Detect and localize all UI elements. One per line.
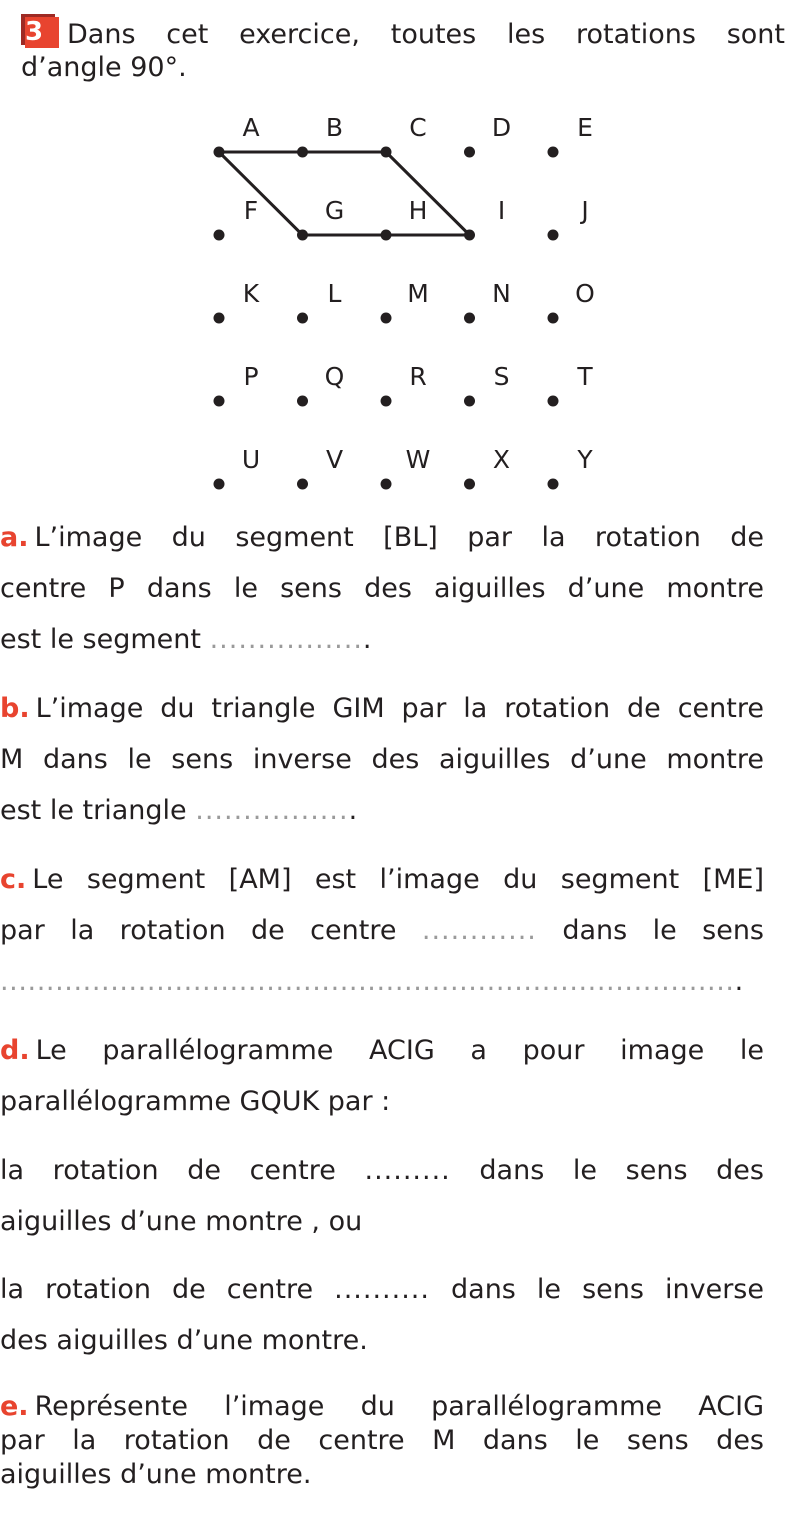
- question-b-line3: est le triangle: [0, 795, 187, 826]
- question-a-end: .: [362, 624, 372, 655]
- question-e-line1: Représente l’image du parallélogramme ACIG: [34, 1391, 764, 1422]
- answer-blank-d1[interactable]: .........: [364, 1155, 451, 1186]
- grid-point-Q: [297, 396, 308, 407]
- grid-label-F: F: [243, 196, 259, 225]
- grid-label-L: L: [327, 279, 342, 308]
- question-a-line2: centre P dans le sens des aiguilles d’une montre: [0, 573, 764, 604]
- grid-point-V: [297, 479, 308, 490]
- question-d-label: d.: [0, 1035, 30, 1066]
- grid-point-T: [548, 396, 559, 407]
- question-a-line1: L’image du segment [BL] par la rotation de: [34, 522, 764, 553]
- question-a-line3: est le segment: [0, 624, 201, 655]
- option1-line1b: dans le sens des: [479, 1155, 764, 1186]
- grid-label-C: C: [409, 113, 427, 142]
- grid-label-B: B: [325, 113, 344, 142]
- answer-blank-b[interactable]: ................: [195, 795, 349, 826]
- question-c-line2a: par la rotation de centre: [0, 915, 397, 946]
- grid-label-D: D: [491, 113, 512, 142]
- grid-point-D: [464, 147, 475, 158]
- question-c-line1: Le segment [AM] est l’image du segment [ME]: [32, 864, 764, 895]
- grid-point-H: [381, 230, 392, 241]
- intro-text-2: d’angle 90°.: [21, 52, 187, 83]
- point-grid-figure: [0, 0, 803, 510]
- grid-point-P: [214, 396, 225, 407]
- grid-label-I: I: [497, 196, 506, 225]
- grid-point-W: [381, 479, 392, 490]
- question-c-end: .: [734, 966, 744, 997]
- answer-blank-a[interactable]: ................: [209, 624, 363, 655]
- question-a: [0, 512, 764, 665]
- question-e-line2: par la rotation de centre M dans le sens des: [0, 1425, 764, 1456]
- option2-line2: des aiguilles d’une montre.: [0, 1325, 368, 1356]
- grid-label-X: X: [492, 445, 511, 474]
- option2-line1b: dans le sens inverse: [451, 1274, 764, 1305]
- question-b-end: .: [348, 795, 358, 826]
- grid-label-J: J: [581, 196, 589, 225]
- grid-point-R: [381, 396, 392, 407]
- grid-point-O: [548, 313, 559, 324]
- grid-point-G: [297, 230, 308, 241]
- grid-label-R: R: [409, 362, 427, 391]
- exercise-number: 3: [25, 17, 59, 48]
- grid-label-H: H: [408, 196, 428, 225]
- question-c-line2b: dans le sens: [562, 915, 764, 946]
- grid-label-Y: Y: [577, 445, 593, 474]
- grid-label-P: P: [243, 362, 259, 391]
- question-b-line1: L’image du triangle GIM par la rotation de centre: [35, 693, 764, 724]
- option2-line1a: la rotation de centre: [0, 1274, 314, 1305]
- question-b-label: b.: [0, 693, 30, 724]
- grid-point-L: [297, 313, 308, 324]
- question-b-line2: M dans le sens inverse des aiguilles d’une montre: [0, 744, 764, 775]
- grid-point-U: [214, 479, 225, 490]
- grid-point-X: [464, 479, 475, 490]
- grid-label-O: O: [575, 279, 595, 308]
- question-e-label: e.: [0, 1391, 29, 1422]
- grid-label-W: W: [405, 445, 431, 474]
- grid-point-I: [464, 230, 475, 241]
- option1-line1a: la rotation de centre: [0, 1155, 336, 1186]
- grid-point-N: [464, 313, 475, 324]
- grid-label-A: A: [242, 113, 260, 142]
- grid-point-A: [214, 147, 225, 158]
- grid-labels: [242, 113, 595, 474]
- grid-point-B: [297, 147, 308, 158]
- grid-label-N: N: [492, 279, 511, 308]
- grid-point-F: [214, 230, 225, 241]
- question-e-line3: aiguilles d’une montre.: [0, 1459, 312, 1490]
- question-d-line2: parallélogramme GQUK par :: [0, 1086, 391, 1117]
- grid-point-S: [464, 396, 475, 407]
- grid-label-M: M: [407, 279, 429, 308]
- question-d-option1: [0, 1145, 764, 1247]
- grid-point-Y: [548, 479, 559, 490]
- question-a-label: a.: [0, 522, 29, 553]
- question-c: [0, 854, 764, 1007]
- grid-point-J: [548, 230, 559, 241]
- question-d-line1: Le parallélogramme ACIG a pour image le: [35, 1035, 764, 1066]
- grid-point-C: [381, 147, 392, 158]
- grid-label-G: G: [324, 196, 345, 225]
- grid-label-Q: Q: [324, 362, 345, 391]
- answer-blank-d2[interactable]: ..........: [334, 1274, 430, 1305]
- question-b: [0, 683, 764, 836]
- question-c-label: c.: [0, 864, 27, 895]
- option1-line2: aiguilles d’une montre , ou: [0, 1206, 363, 1237]
- answer-blank-c-center[interactable]: ............: [421, 915, 537, 946]
- grid-label-U: U: [241, 445, 261, 474]
- grid-label-K: K: [242, 279, 260, 308]
- question-e: [0, 1390, 764, 1492]
- grid-point-E: [548, 147, 559, 158]
- grid-label-T: T: [577, 362, 593, 391]
- question-d: [0, 1025, 764, 1127]
- grid-label-S: S: [493, 362, 510, 391]
- intro-text-1: Dans cet exercice, toutes les rotations sont: [67, 19, 785, 50]
- grid-label-E: E: [577, 113, 593, 142]
- answer-blank-c-direction[interactable]: ................................................................................: [0, 966, 735, 997]
- grid-point-K: [214, 313, 225, 324]
- grid-label-V: V: [325, 445, 344, 474]
- question-d-option2: [0, 1264, 764, 1366]
- grid-point-M: [381, 313, 392, 324]
